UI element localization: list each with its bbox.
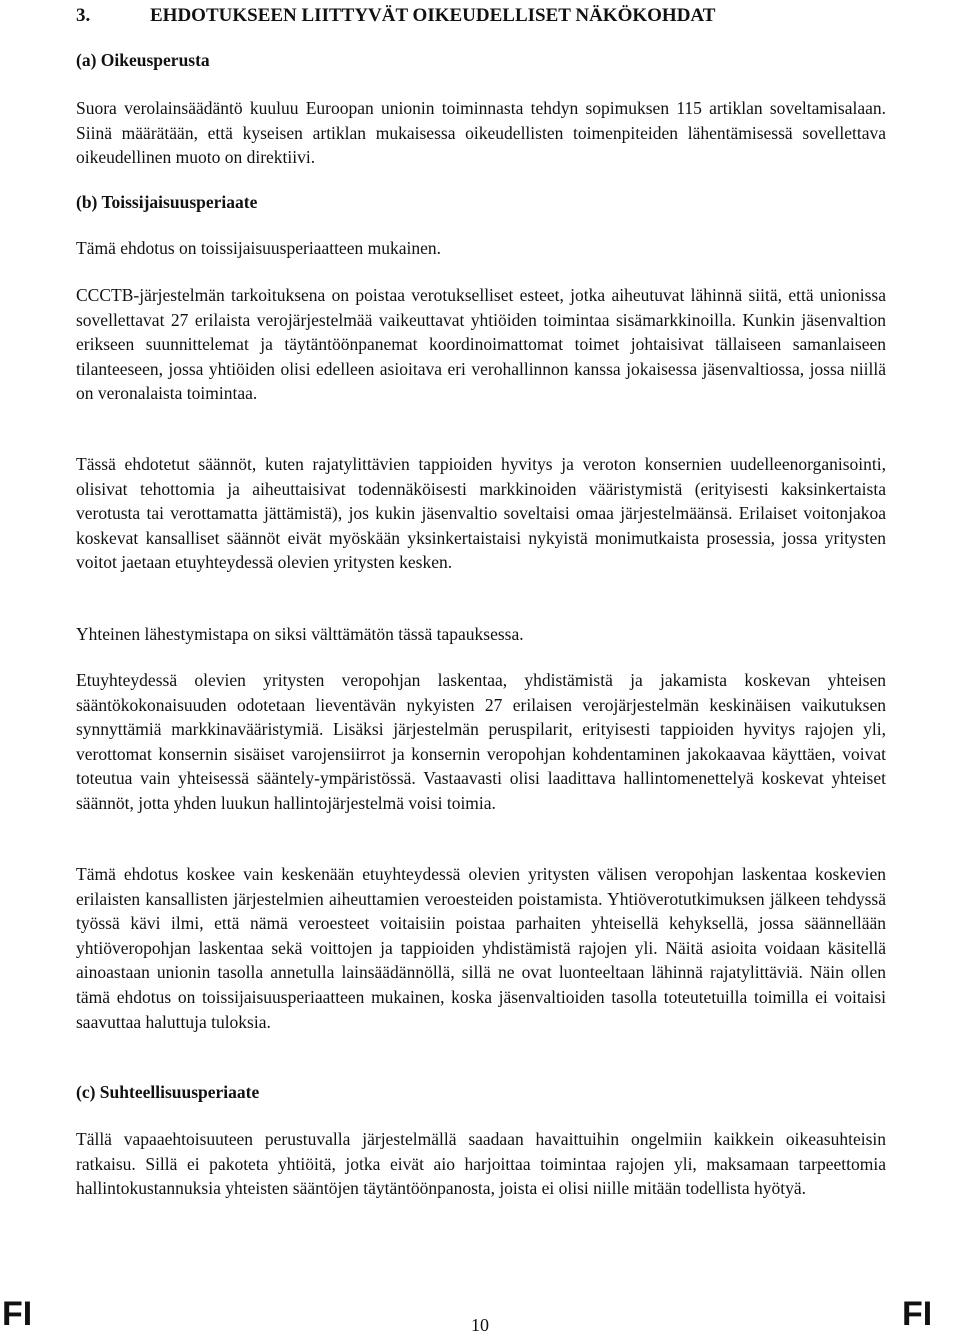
- page-number: 10: [471, 1315, 489, 1335]
- section-number: 3.: [76, 5, 91, 26]
- section-heading: [76, 4, 886, 28]
- paragraph-scope-subsidiarity: Tämä ehdotus koskee vain keskenään etuyhteydessä olevien yritysten välisen veropohjan laskentaa koskevien erilaisten kansallisten järjestelmien aiheuttamien veroesteiden poistamista. Yhtiöverotutkimuksen jälkeen tehdyssä työssä kävi ilmi, että nämä veroesteet voitaisiin poistaa parhaiten yhteisellä kehyksellä, jossa säännellään yhtiöveropohjan laskentaa sekä voittojen ja tappioiden yhdistämistä rajojen yli. Näitä asioita voidaan käsitellä ainoastaan unionin tasolla annetulla lainsäädännöllä, sillä ne ovat luonteeltaan lähinnä rajatylittäviä. Näin ollen tämä ehdotus on toissijaisuusperiaatteen mukainen, koska jäsenvaltioiden tasolla toteutetuilla toimilla ei voitaisi saavuttaa haluttuja tuloksia.: [76, 864, 886, 1032]
- footer-language-mark-left: FI: [2, 1295, 33, 1333]
- paragraph-consolidation-rules: Etuyhteydessä olevien yritysten veropohjan laskentaa, yhdistämistä ja jakamista koskevan yhteisen sääntökokonaisuuden odotetaan lieventävän nykyisten 27 erilaisen verojärjestelmän keskinäisen vaikutuksen synnyttämiä markkinavääristymiä. Lisäksi järjestelmän peruspilarit, erityisesti tappioiden hyvitys rajojen yli, verottomat konsernin sisäiset varojensiirrot ja konsernin veropohjan kohdentaminen jakokaavaa käyttäen, voivat toteutua vain yhteisessä sääntely-ympäristössä. Vastaavasti olisi laadittava hallintomenettelyä koskevat yhteiset säännöt, jotta yhden luukun hallintojärjestelmä voisi toimia.: [76, 670, 886, 813]
- paragraph-proposed-rules: Tässä ehdotetut säännöt, kuten rajatylittävien tappioiden hyvitys ja veroton konsernien uudelleenorganisointi, olisivat tehottomia ja aiheuttaisivat todennäköisesti markkinoiden vääristymistä (erityisesti kaksinkertaista verotusta tai verottamatta jättämistä), jos kukin jäsenvaltio soveltaisi omaa järjestelmäänsä. Erilaiset voitonjakoa koskevat kansalliset säännöt eivät myöskään yksinkertaistaisi nykyistä monimutkaista prosessia, jossa yritysten voitot jaetaan etuyhteydessä olevien yritysten kesken.: [76, 454, 886, 573]
- paragraph-subsidiarity-statement: Tämä ehdotus on toissijaisuusperiaatteen mukainen.: [76, 238, 441, 258]
- footer-language-mark-right: FI: [902, 1295, 933, 1333]
- paragraph-legal-basis: Suora verolainsäädäntö kuuluu Euroopan unionin toiminnasta tehdyn sopimuksen 115 artiklan soveltamisalaan. Siinä määrätään, että kyseisen artiklan mukaisessa oikeudellisten toimenpiteiden lähentämisessä sovellettava oikeudellinen muoto on direktiivi.: [76, 98, 886, 168]
- subsection-a-title: (a) Oikeusperusta: [76, 50, 210, 70]
- paragraph-common-approach: Yhteinen lähestymistapa on siksi välttämätön tässä tapauksessa.: [76, 624, 524, 644]
- section-title: EHDOTUKSEEN LIITTYVÄT OIKEUDELLISET NÄKÖKOHDAT: [150, 5, 716, 26]
- subsection-c-title: (c) Suhteellisuusperiaate: [76, 1082, 260, 1102]
- paragraph-proportionality: Tällä vapaaehtoisuuteen perustuvalla järjestelmällä saadaan havaittuihin ongelmiin kaikkein oikeasuhteisin ratkaisu. Sillä ei pakoteta yhtiöitä, jotka eivät aio harjoittaa toimintaa rajojen yli, maksamaan tarpeettomia hallintokustannuksia yhteisten sääntöjen täytäntöönpanosta, joista ei olisi niille mitään todellista hyötyä.: [76, 1129, 886, 1199]
- subsection-b-title: (b) Toissijaisuusperiaate: [76, 192, 258, 212]
- paragraph-ccctb-purpose: CCCTB-järjestelmän tarkoituksena on poistaa verotukselliset esteet, jotka aiheutuvat lähinnä siitä, että unionissa sovellettavat 27 erilaista verojärjestelmää vaikeuttavat yhtiöiden toimintaa sisämarkkinoilla. Kunkin jäsenvaltion erikseen suunnittelemat ja täytäntöönpanemat koordinoimattomat toimet johtaisivat tällaiseen samanlaiseen tilanteeseen, jossa yhtiöiden olisi edelleen asioitava eri verohallinnon kanssa jokaisessa jäsenvaltiossa, jossa niillä on veronalaista toimintaa.: [76, 285, 886, 404]
